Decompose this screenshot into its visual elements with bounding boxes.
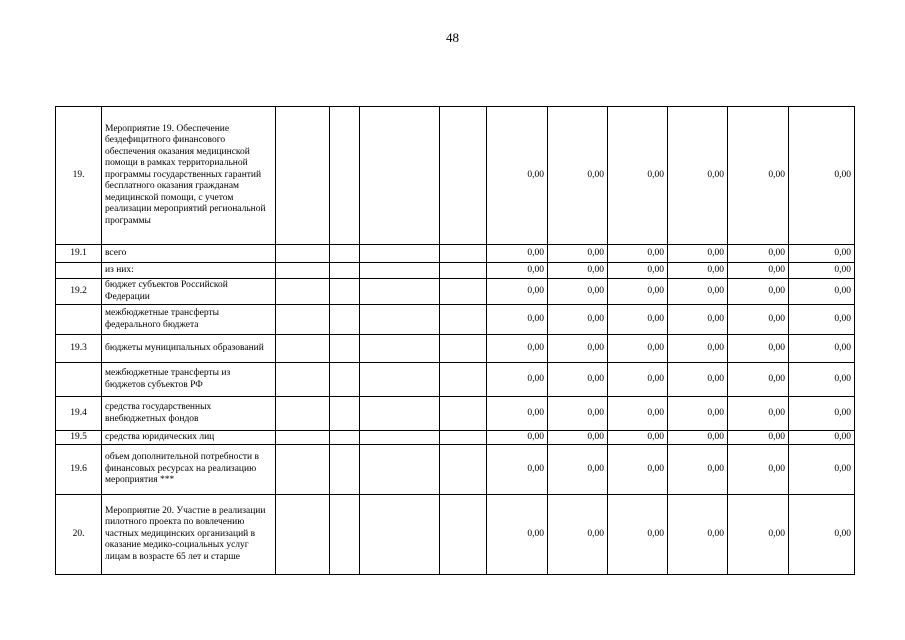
value-cell: 0,00 bbox=[608, 397, 668, 431]
table-row bbox=[56, 397, 855, 431]
value-cell: 0,00 bbox=[548, 245, 608, 263]
empty-cell bbox=[330, 495, 360, 575]
empty-cell bbox=[360, 263, 440, 279]
value-cell: 0,00 bbox=[487, 431, 548, 445]
value-cell: 0,00 bbox=[728, 263, 789, 279]
table-row bbox=[56, 305, 855, 335]
empty-cell bbox=[360, 107, 440, 245]
table-row bbox=[56, 363, 855, 397]
empty-cell bbox=[440, 279, 487, 305]
empty-cell bbox=[360, 335, 440, 363]
value-cell: 0,00 bbox=[728, 397, 789, 431]
value-cell: 0,00 bbox=[608, 445, 668, 495]
value-cell: 0,00 bbox=[608, 431, 668, 445]
empty-cell bbox=[330, 431, 360, 445]
empty-cell bbox=[360, 245, 440, 263]
empty-cell bbox=[440, 363, 487, 397]
empty-cell bbox=[440, 445, 487, 495]
row-number: 19.2 bbox=[56, 279, 102, 305]
empty-cell bbox=[276, 397, 330, 431]
value-cell: 0,00 bbox=[487, 305, 548, 335]
row-number: 19.4 bbox=[56, 397, 102, 431]
value-cell: 0,00 bbox=[487, 245, 548, 263]
value-cell: 0,00 bbox=[548, 263, 608, 279]
value-cell: 0,00 bbox=[548, 279, 608, 305]
budget-table bbox=[55, 106, 855, 575]
empty-cell bbox=[330, 279, 360, 305]
table-row bbox=[56, 495, 855, 575]
row-number bbox=[56, 263, 102, 279]
empty-cell bbox=[276, 245, 330, 263]
row-name: бюджет субъектов Российской Федерации bbox=[102, 279, 276, 305]
value-cell: 0,00 bbox=[668, 335, 728, 363]
value-cell: 0,00 bbox=[608, 263, 668, 279]
value-cell: 0,00 bbox=[728, 279, 789, 305]
table-row bbox=[56, 279, 855, 305]
value-cell: 0,00 bbox=[728, 305, 789, 335]
value-cell: 0,00 bbox=[668, 107, 728, 245]
row-number bbox=[56, 305, 102, 335]
page-number: 48 bbox=[446, 30, 459, 45]
value-cell: 0,00 bbox=[608, 245, 668, 263]
empty-cell bbox=[330, 397, 360, 431]
empty-cell bbox=[276, 363, 330, 397]
value-cell: 0,00 bbox=[487, 445, 548, 495]
value-cell: 0,00 bbox=[789, 279, 855, 305]
value-cell: 0,00 bbox=[728, 335, 789, 363]
empty-cell bbox=[360, 431, 440, 445]
empty-cell bbox=[276, 279, 330, 305]
empty-cell bbox=[276, 431, 330, 445]
row-name: средства государственных внебюджетных фондов bbox=[102, 397, 276, 431]
empty-cell bbox=[440, 495, 487, 575]
table-row bbox=[56, 263, 855, 279]
row-name: всего bbox=[102, 245, 276, 263]
value-cell: 0,00 bbox=[608, 107, 668, 245]
value-cell: 0,00 bbox=[487, 279, 548, 305]
table-row bbox=[56, 107, 855, 245]
value-cell: 0,00 bbox=[668, 445, 728, 495]
empty-cell bbox=[440, 305, 487, 335]
value-cell: 0,00 bbox=[548, 445, 608, 495]
value-cell: 0,00 bbox=[487, 107, 548, 245]
empty-cell bbox=[276, 335, 330, 363]
empty-cell bbox=[330, 245, 360, 263]
empty-cell bbox=[276, 305, 330, 335]
value-cell: 0,00 bbox=[548, 495, 608, 575]
row-name: объем дополнительной потребности в финансовых ресурсах на реализацию мероприятия *** bbox=[102, 445, 276, 495]
table-row bbox=[56, 431, 855, 445]
empty-cell bbox=[276, 495, 330, 575]
row-name: из них: bbox=[102, 263, 276, 279]
value-cell: 0,00 bbox=[728, 431, 789, 445]
value-cell: 0,00 bbox=[548, 363, 608, 397]
value-cell: 0,00 bbox=[548, 431, 608, 445]
value-cell: 0,00 bbox=[548, 397, 608, 431]
value-cell: 0,00 bbox=[728, 445, 789, 495]
value-cell: 0,00 bbox=[668, 363, 728, 397]
value-cell: 0,00 bbox=[789, 431, 855, 445]
empty-cell bbox=[276, 445, 330, 495]
empty-cell bbox=[360, 445, 440, 495]
empty-cell bbox=[360, 279, 440, 305]
empty-cell bbox=[440, 397, 487, 431]
row-name: Мероприятие 19. Обеспечение бездефицитного финансового обеспечения оказания медицинской помощи в рамках территориальной программы государственных гарантий бесплатного оказания гражданам медицинской помощи, с учетом реализации мероприятий региональной программы bbox=[102, 107, 276, 245]
empty-cell bbox=[360, 495, 440, 575]
value-cell: 0,00 bbox=[668, 263, 728, 279]
empty-cell bbox=[360, 305, 440, 335]
value-cell: 0,00 bbox=[789, 263, 855, 279]
empty-cell bbox=[440, 335, 487, 363]
value-cell: 0,00 bbox=[789, 335, 855, 363]
value-cell: 0,00 bbox=[608, 305, 668, 335]
value-cell: 0,00 bbox=[608, 335, 668, 363]
value-cell: 0,00 bbox=[789, 107, 855, 245]
empty-cell bbox=[330, 107, 360, 245]
value-cell: 0,00 bbox=[789, 305, 855, 335]
value-cell: 0,00 bbox=[487, 335, 548, 363]
row-number: 19.5 bbox=[56, 431, 102, 445]
value-cell: 0,00 bbox=[789, 397, 855, 431]
empty-cell bbox=[276, 263, 330, 279]
value-cell: 0,00 bbox=[548, 305, 608, 335]
value-cell: 0,00 bbox=[728, 363, 789, 397]
value-cell: 0,00 bbox=[668, 397, 728, 431]
empty-cell bbox=[330, 445, 360, 495]
value-cell: 0,00 bbox=[487, 397, 548, 431]
table-row bbox=[56, 445, 855, 495]
table-row bbox=[56, 245, 855, 263]
value-cell: 0,00 bbox=[668, 245, 728, 263]
empty-cell bbox=[360, 363, 440, 397]
row-number: 19.6 bbox=[56, 445, 102, 495]
value-cell: 0,00 bbox=[548, 107, 608, 245]
row-name: межбюджетные трансферты из бюджетов субъектов РФ bbox=[102, 363, 276, 397]
value-cell: 0,00 bbox=[728, 107, 789, 245]
value-cell: 0,00 bbox=[608, 495, 668, 575]
empty-cell bbox=[330, 335, 360, 363]
empty-cell bbox=[330, 263, 360, 279]
empty-cell bbox=[440, 431, 487, 445]
value-cell: 0,00 bbox=[728, 495, 789, 575]
empty-cell bbox=[440, 263, 487, 279]
row-number bbox=[56, 363, 102, 397]
table-row bbox=[56, 335, 855, 363]
value-cell: 0,00 bbox=[668, 305, 728, 335]
value-cell: 0,00 bbox=[789, 245, 855, 263]
row-number: 19. bbox=[56, 107, 102, 245]
value-cell: 0,00 bbox=[668, 431, 728, 445]
value-cell: 0,00 bbox=[608, 279, 668, 305]
empty-cell bbox=[330, 363, 360, 397]
empty-cell bbox=[360, 397, 440, 431]
row-number: 20. bbox=[56, 495, 102, 575]
value-cell: 0,00 bbox=[487, 363, 548, 397]
row-name: межбюджетные трансферты федерального бюджета bbox=[102, 305, 276, 335]
value-cell: 0,00 bbox=[789, 495, 855, 575]
value-cell: 0,00 bbox=[789, 363, 855, 397]
value-cell: 0,00 bbox=[487, 495, 548, 575]
value-cell: 0,00 bbox=[789, 445, 855, 495]
row-name: бюджеты муниципальных образований bbox=[102, 335, 276, 363]
empty-cell bbox=[440, 107, 487, 245]
value-cell: 0,00 bbox=[548, 335, 608, 363]
empty-cell bbox=[276, 107, 330, 245]
value-cell: 0,00 bbox=[608, 363, 668, 397]
value-cell: 0,00 bbox=[668, 279, 728, 305]
row-name: средства юридических лиц bbox=[102, 431, 276, 445]
row-name: Мероприятие 20. Участие в реализации пилотного проекта по вовлечению частных медицинских организаций в оказание медико-социальных услуг лицам в возрасте 65 лет и старше bbox=[102, 495, 276, 575]
row-number: 19.3 bbox=[56, 335, 102, 363]
row-number: 19.1 bbox=[56, 245, 102, 263]
table-body bbox=[56, 107, 855, 575]
empty-cell bbox=[330, 305, 360, 335]
value-cell: 0,00 bbox=[668, 495, 728, 575]
empty-cell bbox=[440, 245, 487, 263]
value-cell: 0,00 bbox=[487, 263, 548, 279]
value-cell: 0,00 bbox=[728, 245, 789, 263]
